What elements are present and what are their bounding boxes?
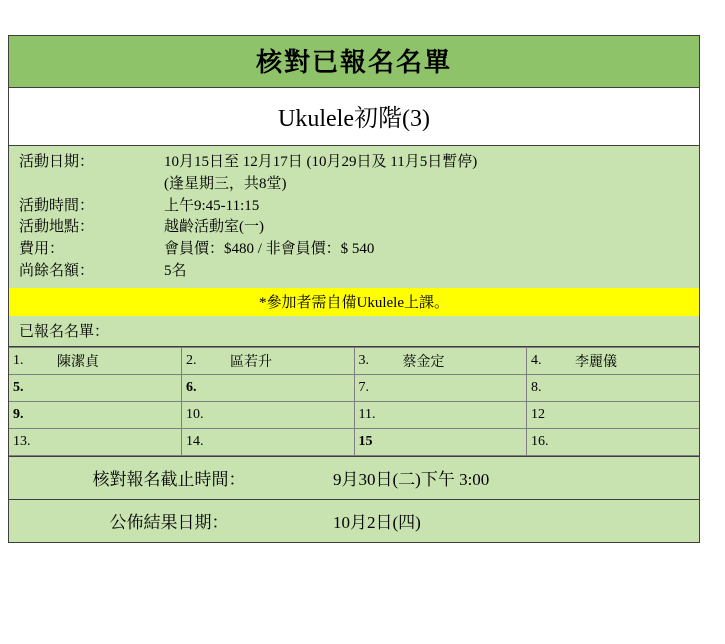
info-value-date-line1: 10月15日至 12月17日 (10月29日及 11月5日暫停): [164, 154, 478, 170]
name-cell-number: 10.: [186, 406, 204, 422]
name-cell-number: 1.: [13, 352, 24, 368]
deadline-label: 核對報名截止時間：: [92, 470, 246, 489]
name-cell-8[interactable]: [527, 374, 700, 401]
announce-value: 10月2日(四): [333, 513, 421, 532]
name-cell-14[interactable]: [182, 428, 355, 455]
name-cell-7[interactable]: [354, 374, 527, 401]
info-row-time: [9, 196, 699, 218]
name-list-header: 已報名名單：: [9, 316, 699, 347]
name-cell-name: 蔡金定: [402, 354, 445, 370]
deadline-row: [9, 456, 699, 499]
name-cell-number: 11.: [358, 406, 376, 422]
name-cell-number: 15: [358, 433, 373, 449]
name-cell-9[interactable]: [9, 401, 182, 428]
info-label-time: 活動時間：: [19, 197, 95, 214]
registration-sheet: [8, 35, 700, 543]
name-cell-number: 3.: [358, 352, 369, 368]
table-row: [9, 401, 699, 428]
name-cell-number: 13.: [13, 433, 31, 449]
info-value-quota: 5名: [164, 262, 187, 279]
name-cell-11[interactable]: [354, 401, 527, 428]
name-cell-6[interactable]: [182, 374, 355, 401]
table-row: [9, 428, 699, 455]
name-cell-3[interactable]: [354, 347, 527, 374]
info-value-time: 上午9:45-11:15: [164, 197, 260, 214]
info-label-date: 活動日期：: [19, 154, 95, 170]
name-cell-13[interactable]: [9, 428, 182, 455]
name-cell-15[interactable]: [354, 428, 527, 455]
announce-label: 公佈結果日期：: [109, 513, 229, 532]
course-name: Ukulele初階(3): [9, 88, 699, 146]
table-row: [9, 374, 699, 401]
info-label-quota: 尚餘名額：: [19, 262, 95, 279]
info-value-date-line2: (逢星期三，共8堂): [164, 175, 287, 192]
page-title: 核對已報名名單: [9, 36, 699, 88]
name-cell-number: 2.: [186, 352, 197, 368]
name-cell-number: 12: [531, 406, 545, 422]
info-value-fee: 會員價：$480 / 非會員價：$ 540: [164, 241, 375, 257]
name-cell-number: 6.: [186, 379, 197, 395]
table-row: [9, 347, 699, 374]
name-cell-name: 李麗儀: [575, 354, 617, 370]
name-cell-5[interactable]: [9, 374, 182, 401]
name-cell-10[interactable]: [182, 401, 355, 428]
info-row-fee: [9, 239, 699, 261]
name-cell-12[interactable]: [527, 401, 700, 428]
info-label-venue: 活動地點：: [19, 219, 95, 236]
name-cell-number: 16.: [531, 433, 549, 449]
name-cell-number: 5.: [13, 379, 24, 395]
name-cell-4[interactable]: [527, 347, 700, 374]
name-cell-number: 8.: [531, 379, 542, 395]
name-list-table: [9, 347, 699, 456]
name-cell-number: 9.: [13, 406, 24, 422]
name-cell-name: 陳潔貞: [57, 354, 99, 370]
name-cell-2[interactable]: [182, 347, 355, 374]
info-value-date: [164, 152, 699, 196]
course-info-block: [9, 146, 699, 287]
info-row-venue: [9, 217, 699, 239]
info-row-date: [9, 152, 699, 196]
announce-row: [9, 499, 699, 542]
deadline-value: 9月30日(二)下午 3:00: [333, 470, 490, 489]
course-note: *參加者需自備Ukulele上課。: [9, 287, 699, 316]
name-cell-number: 14.: [186, 433, 204, 449]
name-cell-name: 區若升: [230, 354, 272, 370]
name-cell-16[interactable]: [527, 428, 700, 455]
name-cell-number: 7.: [358, 379, 369, 395]
info-row-quota: [9, 261, 699, 283]
name-cell-1[interactable]: [9, 347, 182, 374]
info-value-venue: 越齡活動室(一): [164, 219, 264, 236]
name-cell-number: 4.: [531, 352, 542, 368]
info-label-fee: 費用：: [19, 241, 65, 257]
